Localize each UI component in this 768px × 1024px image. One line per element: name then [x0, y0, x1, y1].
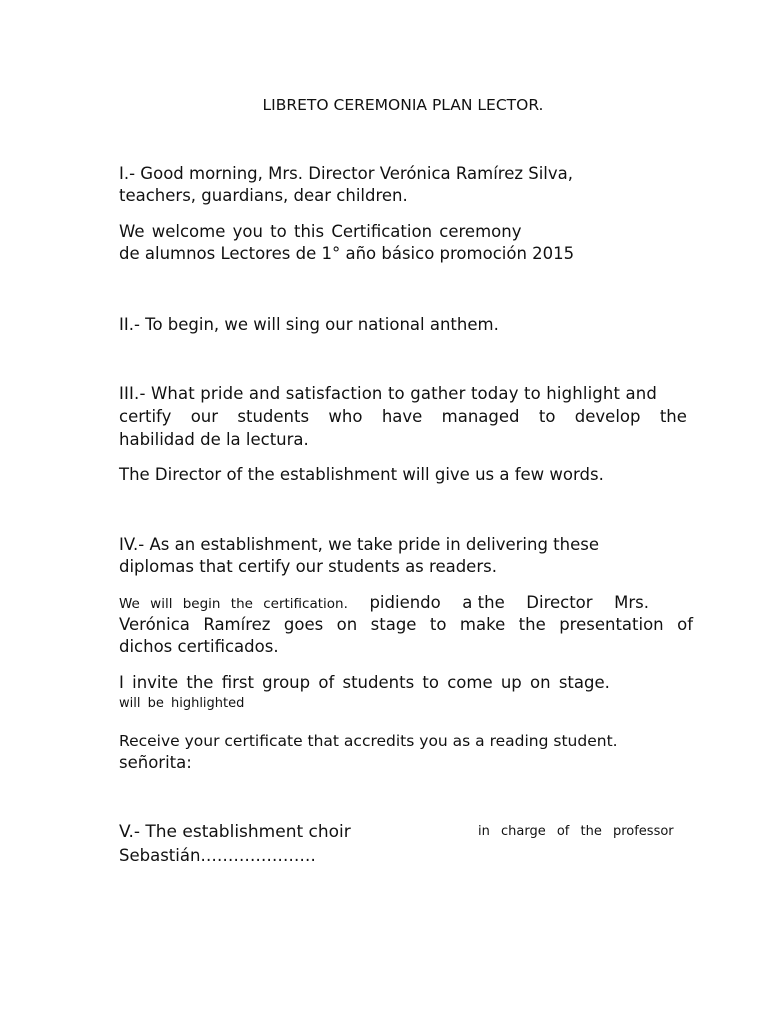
word: Ramírez: [203, 615, 271, 634]
word: goes: [283, 615, 324, 634]
document-title: LIBRETO CEREMONIA PLAN LECTOR.: [262, 96, 544, 114]
section-1-line-1: I.- Good morning, Mrs. Director Verónica Ramírez Silva,: [119, 164, 574, 183]
word: managed: [441, 407, 520, 426]
word: of: [677, 615, 693, 634]
word: certify: [119, 407, 172, 426]
word: Mrs.: [614, 593, 649, 612]
word: on: [336, 615, 358, 634]
word: to: [538, 407, 556, 426]
word: the: [659, 407, 687, 426]
section-4-line-4: [119, 614, 693, 636]
section-4-line-9: señorita:: [119, 753, 192, 772]
section-3-line-3: habilidad de la lectura.: [119, 430, 309, 449]
word: make: [459, 615, 506, 634]
word: develop: [574, 407, 641, 426]
section-2-line-1: II.- To begin, we will sing our national anthem.: [119, 315, 499, 334]
section-5-line-2: Sebastián…………………: [119, 846, 316, 865]
section-3-line-2: [119, 406, 687, 428]
word: to: [429, 615, 447, 634]
section-1-line-4: de alumnos Lectores de 1° año básico promoción 2015: [119, 244, 575, 263]
word: students: [237, 407, 310, 426]
section-4-line-1: IV.- As an establishment, we take pride in delivering these: [119, 535, 599, 554]
word: a the: [462, 593, 505, 612]
word: have: [381, 407, 423, 426]
word: our: [190, 407, 219, 426]
section-4-line-6: I invite the first group of students to come up on stage.: [119, 673, 610, 692]
word: Verónica: [119, 615, 190, 634]
section-1-line-2: teachers, guardians, dear children.: [119, 186, 408, 205]
word: presentation: [559, 615, 664, 634]
word: pidiendo: [369, 593, 441, 612]
section-3-line-4: The Director of the establishment will give us a few words.: [119, 465, 604, 484]
section-4-line-3: [119, 592, 649, 615]
word: who: [328, 407, 363, 426]
section-4-line-8: Receive your certificate that accredits you as a reading student.: [119, 732, 618, 750]
section-4-line-2: diplomas that certify our students as readers.: [119, 557, 497, 576]
word: Director: [526, 593, 593, 612]
section-1-line-3: We welcome you to this Certification ceremony: [119, 222, 522, 241]
section-5-line-1-right: in charge of the professor: [478, 824, 674, 839]
section-5-line-1: V.- The establishment choir: [119, 822, 351, 842]
section-3-line-1: III.- What pride and satisfaction to gather today to highlight and: [119, 384, 658, 403]
word: the: [518, 615, 546, 634]
section-4-line-7: will be highlighted: [119, 696, 245, 711]
word: stage: [370, 615, 417, 634]
section-4-line-5: dichos certificados.: [119, 637, 279, 656]
small-text: We will begin the certification.: [119, 596, 348, 612]
